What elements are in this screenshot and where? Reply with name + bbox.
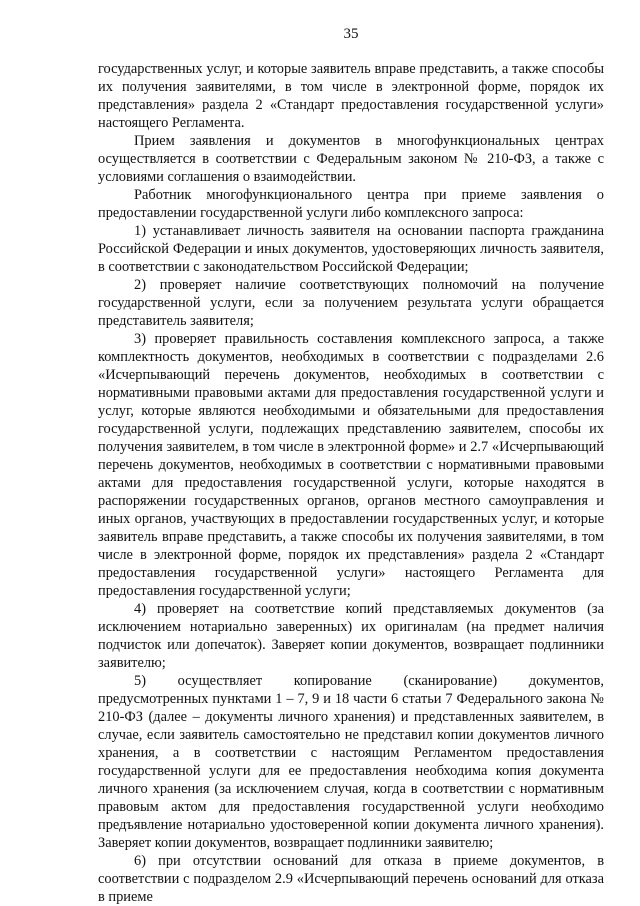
paragraph-1: Прием заявления и документов в многофункциональных центрах осуществляется в соответствии с Федеральным законом № 210-ФЗ, а также с условиями соглашения о взаимодействии. [98, 133, 604, 185]
paragraph-5: 3) проверяет правильность составления комплексного запроса, а также комплектность документов, необходимых в соответствии с подразделами 2.6 «Исчерпывающий перечень документов, необходимых в соответствии с нормативными правовыми актами для предоставления государственной услуги и услуг, которые являются необходимыми и обязательными для предоставления государственной услуги, подлежащих представлению заявителем, способы их получения заявителем, в том числе в электронной форме» и 2.7 «Исчерпывающий перечень документов, необходимых в соответствии с нормативными правовыми актами для предоставления государственной услуги, которые находятся в распоряжении государственных органов, органов местного самоуправления и иных органов, участвующих в предоставлении государственных услуг, и которые заявитель вправе представить, а также способы их получения заявителями, в том числе в электронной форме, порядок их представления» раздела 2 «Стандарт предоставления государственной услуги» настоящего Регламента для предоставления государственной услуги; [98, 331, 604, 599]
paragraph-6: 4) проверяет на соответствие копий представляемых документов (за исключением нотариально заверенных) их оригиналам (на предмет наличия подчисток или допечаток). Заверяет копии документов, возвращает подлинники заявителю; [98, 601, 604, 671]
paragraph-0: государственных услуг, и которые заявитель вправе представить, а также способы их получения заявителями, в том числе в электронной форме, порядок их представления» раздела 2 «Стандарт предоставления государственной услуги» настоящего Регламента. [98, 61, 604, 131]
page-number: 35 [343, 26, 359, 42]
paragraph-4: 2) проверяет наличие соответствующих полномочий на получение государственной услуги, если за получением результата услуги обращается представитель заявителя; [98, 277, 604, 329]
document-body [98, 60, 604, 906]
paragraph-2: Работник многофункционального центра при приеме заявления о предоставлении государственной услуги либо комплексного запроса: [98, 187, 604, 221]
paragraph-8: 6) при отсутствии оснований для отказа в приеме документов, в соответствии с подразделом 2.9 «Исчерпывающий перечень оснований для отказа в приеме [98, 853, 604, 905]
paragraph-7: 5) осуществляет копирование (сканирование) документов, предусмотренных пунктами 1 – 7, 9 и 18 части 6 статьи 7 Федерального закона № 210-ФЗ (далее – документы личного хранения) и представленных заявителем, в случае, если заявитель самостоятельно не представил копии документов личного хранения, а в соответствии с настоящим Регламентом предоставления государственной услуги для ее предоставления необходима копия документа личного хранения (за исключением случая, когда в соответствии с нормативным правовым актом для предоставления государственной услуги необходимо предъявление нотариально удостоверенной копии документа личного хранения). Заверяет копии документов, возвращает подлинники заявителю; [98, 673, 604, 851]
paragraph-3: 1) устанавливает личность заявителя на основании паспорта гражданина Российской Федерации и иных документов, удостоверяющих личность заявителя, в соответствии с законодательством Российской Федерации; [98, 223, 604, 275]
